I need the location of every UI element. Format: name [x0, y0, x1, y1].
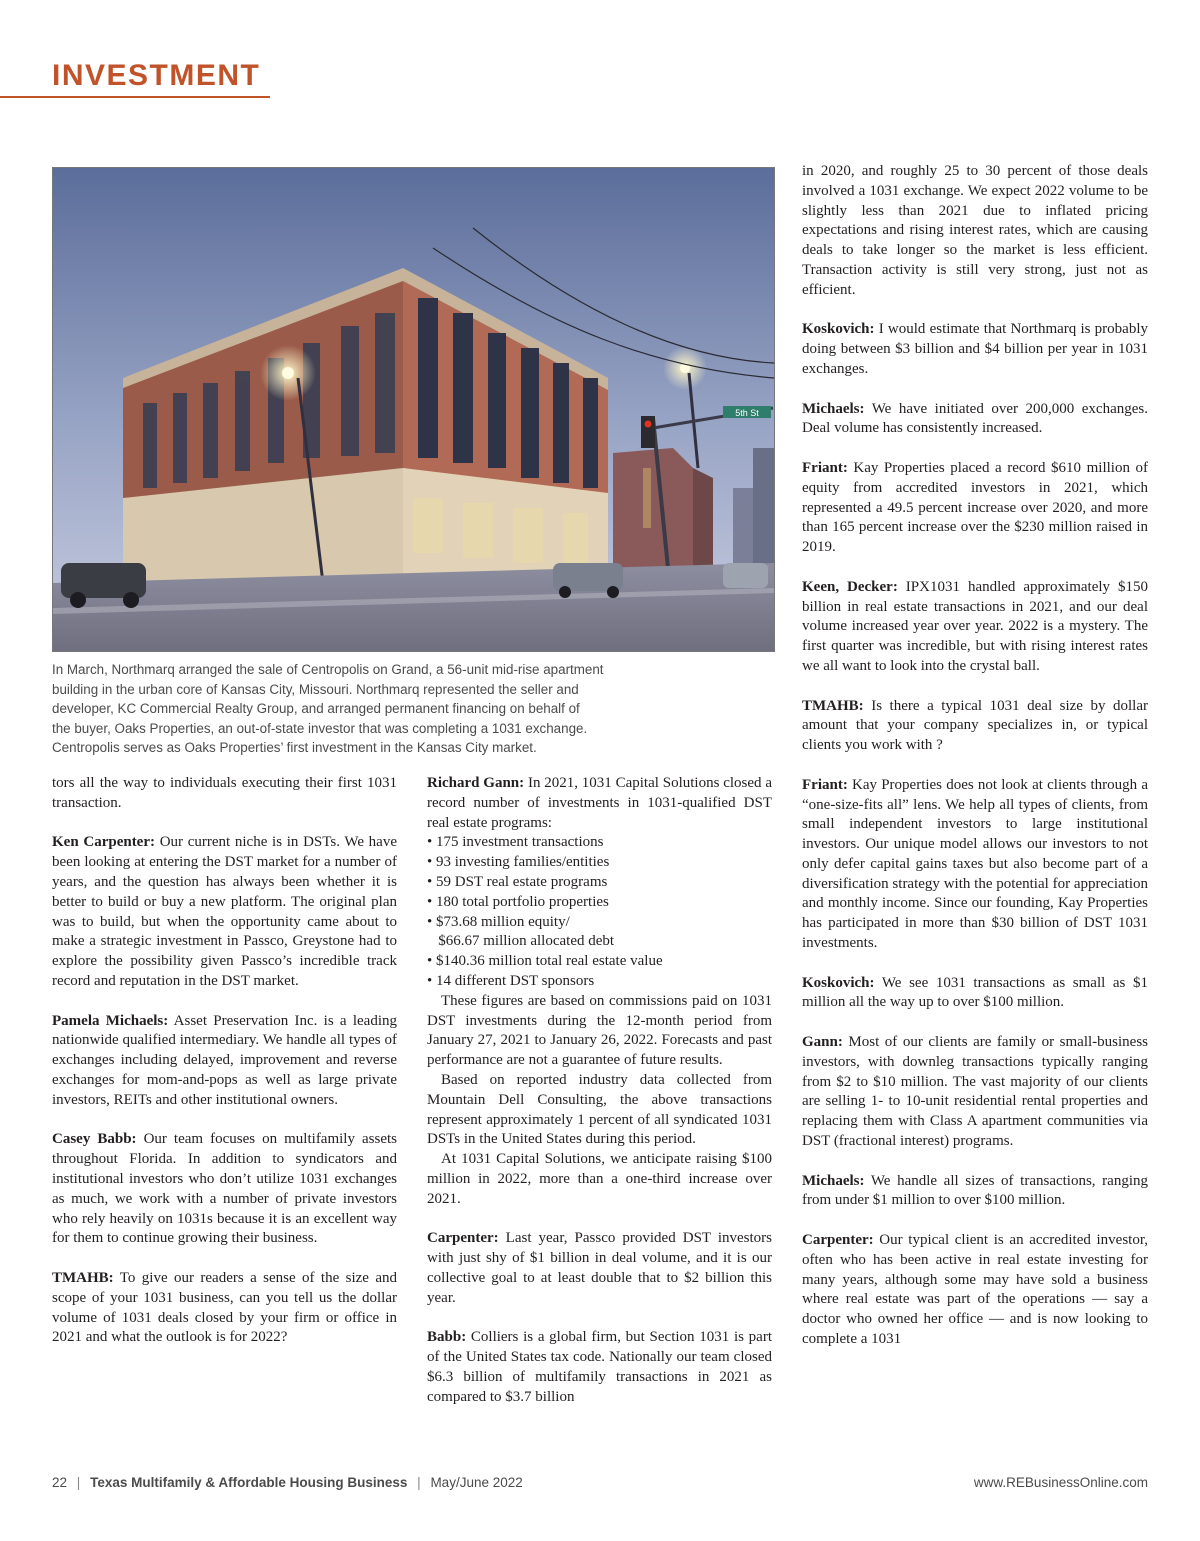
paragraph — [802, 1231, 1148, 1350]
list-item: • 59 DST real estate programs — [427, 873, 608, 890]
paragraph-text: IPX1031 handled approximately $150 billion in real estate transactions in 2021, and our deal volume increased year over year. 2022 is a mystery. The first quarter was incredible, but with rising interest rates we all want to look into the crystal ball. — [802, 578, 1148, 674]
paragraph-text: Asset Preservation Inc. is a leading nationwide qualified intermediary. We handle all types of exchanges including delayed, improvement and reverse exchanges for mom-and-pops as well as large private investors, REITs and other institutional owners. — [52, 1012, 398, 1108]
paragraph-text: In 2021, 1031 Capital Solutions closed a record number of investments in 1031-qualified DST real estate programs: — [427, 775, 772, 831]
speaker-name: Gann: — [802, 1034, 843, 1051]
paragraph: These figures are based on commissions paid on 1031 DST investments during the 12-month period from January 27, 2021 to January 26, 2022. Forecasts and past performance are not a guarantee of future results. — [427, 992, 772, 1069]
list-item: • 93 investing families/entities — [427, 854, 610, 871]
speaker-name: Pamela Michaels: — [52, 1012, 169, 1029]
article-column-2 — [427, 774, 772, 1408]
caption-line: In March, Northmarq arranged the sale of Centropolis on Grand, a 56-unit mid-rise apartment — [52, 662, 604, 677]
speaker-name: Ken Carpenter: — [52, 834, 155, 851]
speaker-name: Carpenter: — [802, 1232, 874, 1249]
footer-separator: | — [417, 1475, 421, 1490]
paragraph-text: Our typical client is an accredited investor, often who has been active in real estate investing for many years, although some may have sold a business where real estate was part of the operations — say a doctor who owned her office — and is now looking to complete a 1031 — [802, 1232, 1148, 1348]
article-column-3 — [802, 162, 1148, 1350]
list-item: • $73.68 million equity/ — [427, 913, 570, 930]
issue-date: May/June 2022 — [430, 1475, 523, 1490]
page-number: 22 — [52, 1475, 68, 1490]
speaker-name: Friant: — [802, 459, 848, 476]
bullet-list — [427, 833, 772, 991]
footer-separator: | — [76, 1475, 81, 1490]
apartment-building-photo — [53, 168, 774, 651]
paragraph — [427, 774, 772, 833]
section-title: INVESTMENT — [52, 59, 261, 92]
paragraph-text: Our current niche is in DSTs. We have been looking at entering the DST market for a number of years, and the question has always been whether it is better to build or buy a new platform. The original plan was to build, but when the opportunity came about to make a strategic investment in Passco, Greystone had to explore the possibility given Passco’s incredible track record and reputation in the DST market. — [52, 834, 397, 989]
paragraph — [802, 697, 1148, 756]
paragraph — [52, 1012, 397, 1111]
paragraph — [802, 459, 1148, 558]
speaker-name: Carpenter: — [427, 1230, 499, 1247]
paragraph — [52, 833, 397, 991]
street-sign-text: 5th St — [735, 408, 759, 418]
caption-line: developer, KC Commercial Realty Group, and arranged permanent financing on behalf of — [52, 701, 580, 716]
speaker-name: Keen, Decker: — [802, 578, 898, 595]
paragraph: in 2020, and roughly 25 to 30 percent of those deals involved a 1031 exchange. We expect 2022 volume to be slightly less than 2021 due to inflated pricing expectations and rising interest rates, which are causing deals to take longer so the market is less efficient. Transaction activity is still very strong, just not as efficient. — [802, 163, 1148, 298]
paragraph — [427, 1229, 772, 1308]
publication-name: Texas Multifamily & Affordable Housing Business — [90, 1475, 408, 1490]
speaker-name: Koskovich: — [802, 974, 875, 991]
paragraph: Based on reported industry data collected from Mountain Dell Consulting, the above transactions represent approximately 1 percent of all syndicated 1031 DSTs in the United States during this period. — [427, 1071, 772, 1148]
paragraph — [802, 400, 1148, 440]
speaker-name: Michaels: — [802, 1172, 865, 1189]
footer-info — [52, 1475, 523, 1490]
paragraph-text: To give our readers a sense of the size and scope of your 1031 business, can you tell us the dollar volume of 1031 deals closed by your firm or office in 2021 and what the outlook is for 2022? — [52, 1269, 397, 1346]
paragraph-text: We have initiated over 200,000 exchanges. Deal volume has consistently increased. — [802, 400, 1148, 437]
page-footer — [52, 1475, 1148, 1495]
caption-line: the buyer, Oaks Properties, an out-of-state investor that was completing a 1031 exchange. — [52, 720, 588, 736]
paragraph-text: We see 1031 transactions as small as $1 million all the way up to over $100 million. — [802, 974, 1148, 1011]
list-item: $66.67 million allocated debt — [427, 933, 615, 950]
paragraph — [427, 1328, 772, 1407]
paragraph-text: I would estimate that Northmarq is probably doing between $3 billion and $4 billion per year in 1031 exchanges. — [802, 321, 1148, 377]
list-item: • 175 investment transactions — [427, 834, 604, 851]
paragraph: tors all the way to individuals executing their first 1031 transaction. — [52, 775, 397, 811]
list-item: • $140.36 million total real estate value — [427, 953, 663, 970]
speaker-name: Richard Gann: — [427, 775, 525, 791]
paragraph — [802, 776, 1148, 954]
section-header — [0, 58, 270, 98]
paragraph — [802, 320, 1148, 379]
speaker-name: TMAHB: — [52, 1269, 114, 1286]
paragraph — [52, 1269, 397, 1348]
paragraph-text: We handle all sizes of transactions, ranging from under $1 million to over $100 million. — [802, 1172, 1148, 1209]
paragraph — [802, 1172, 1148, 1212]
paragraph-text: Kay Properties does not look at clients through a “one-size-fits all” lens. We help all types of clients, from small independent investors to large institutional investors. Our unique model allows our investors to not only defer capital gains taxes but also become part of a diversification strategy with the potential for appreciation and monthly income. Since our founding, Kay Properties has participated in more than $30 billion of DST 1031 investments. — [802, 776, 1148, 952]
speaker-name: Casey Babb: — [52, 1131, 137, 1148]
paragraph-text: Is there a typical 1031 deal size by dollar amount that your company specializes in, or typical clients you work with ? — [802, 697, 1148, 754]
paragraph-text: Our team focuses on multifamily assets throughout Florida. In addition to syndicators and institutional investors who don’t utilize 1031 exchanges as much, we work with a number of private investors who rely heavily on 1031s because it is an excellent way for them to continue growing their business. — [52, 1131, 397, 1247]
speaker-name: Koskovich: — [802, 321, 875, 338]
caption-line: building in the urban core of Kansas City, Missouri. Northmarq represented the seller and — [52, 681, 579, 697]
speaker-name: Michaels: — [802, 400, 865, 417]
paragraph-text: Most of our clients are family or small-business investors, with downleg transactions typically ranging from $2 to $10 million. The vast majority of our clients are selling 1- to 10-unit residential rental properties and replacing them with Class A apartment communities via DST (fractional interest) programs. — [802, 1034, 1148, 1150]
paragraph — [802, 1033, 1148, 1152]
list-item: • 14 different DST sponsors — [427, 972, 595, 989]
paragraph — [802, 974, 1148, 1014]
paragraph — [52, 1130, 397, 1249]
paragraph-text: Kay Properties placed a record $610 million of equity from accredited investors in 2021, which represented a 49.5 percent increase over 2020, and more than 165 percent increase over the $230 million raised in 2019. — [802, 459, 1148, 556]
paragraph: At 1031 Capital Solutions, we anticipate raising $100 million in 2022, more than a one-third increase over 2021. — [427, 1151, 772, 1207]
paragraph — [802, 578, 1148, 677]
list-item: • 180 total portfolio properties — [427, 893, 609, 910]
speaker-name: TMAHB: — [802, 697, 864, 714]
photo-caption — [52, 660, 777, 758]
caption-line: Centropolis serves as Oaks Properties’ first investment in the Kansas City market. — [52, 740, 537, 755]
website-link[interactable]: www.REBusinessOnline.com — [973, 1475, 1148, 1490]
speaker-name: Friant: — [802, 776, 848, 793]
article-photo — [52, 167, 775, 652]
paragraph-text: Colliers is a global firm, but Section 1031 is part of the United States tax code. Nationally our team closed $6.3 billion of multifamily transactions in 2021 as compared to $3.7 billion — [427, 1329, 772, 1405]
speaker-name: Babb: — [427, 1329, 467, 1346]
article-column-1 — [52, 774, 397, 1348]
paragraph-text: Last year, Passco provided DST investors with just shy of $1 billion in deal volume, and it is our collective goal to at least double that to $2 billion this year. — [427, 1230, 772, 1306]
